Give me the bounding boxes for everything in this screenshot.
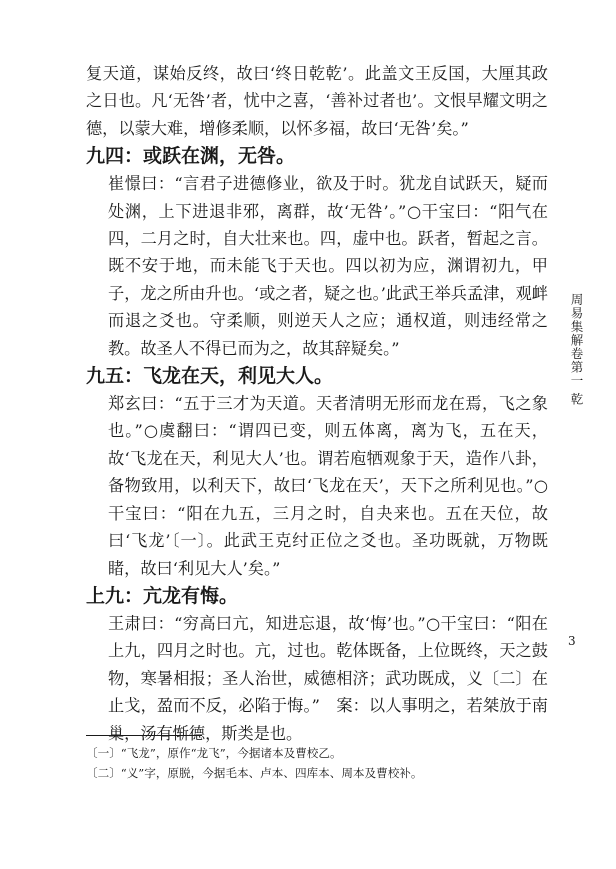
- paragraph-jiuwu-commentary: 郑玄曰：“五于三才为天道。天者清明无形而龙在焉，飞之象也。”○虞翻曰：“谓四已变，则五体离，离为飞，五在天，故‘飞龙在天，利见大人’也。谓若庖牺观象于天，造作八卦，备物致用，以利天下，故曰‘飞龙在天’，天下之所利见也。”○干宝曰：“阳在九五，三月之时，自夬来也。五在天位，故曰‘飞龙’〔一〕。此武王克纣正位之爻也。圣功既就，万物既睹，故曰‘利见大人’矣。”: [108, 394, 548, 578]
- paragraph-jiusi-commentary: 崔憬曰：“言君子进德修业，欲及于时。犹龙自试跃天，疑而处渊，上下进退非邪，离群，故‘无咎’。”○干宝曰：“阳气在四，二月之时，自大壮来也。四，虚中也。跃者，暂起之言。既不安于地，而未能飞于天也。四以初为应，渊谓初九，甲子，龙之所由升也。‘或之者，疑之也。’此武王举兵孟津，观衅而退之爻也。守柔顺，则逆天人之应；通权道，则违经常之教。故圣人不得已而为之，故其辞疑矣。”: [108, 174, 548, 358]
- running-head: 周易集解卷第一 乾: [569, 293, 584, 406]
- page-number: 3: [568, 634, 576, 648]
- paragraph-shangjiu-commentary: 王肃曰：“穷高曰亢，知进忘退，故‘悔’也。”○干宝曰：“阳在上九，四月之时也。亢，过也。乾体既备，上位既终，天之鼓物，寒暑相报；圣人治世，威德相济；武功既成，义〔二〕在止戈，盈而不反，必陷于悔。” 案：以人事明之，若桀放于南巢，汤有惭德，斯类是也。: [108, 613, 548, 743]
- heading-jiusi: 九四：或跃在渊，无咎。: [86, 145, 296, 168]
- footnote-divider: [86, 735, 202, 736]
- main-text: [86, 60, 548, 747]
- paragraph-continuation: 复天道，谋始反终，故曰‘终日乾乾’。此盖文王反国，大厘其政之日也。凡‘无咎’者，忧中之喜，‘善补过者也’。文恨早耀文明之德，以蒙大难，增修柔顺，以怀多福，故曰‘无咎’矣。”: [86, 64, 548, 138]
- footnotes: [86, 743, 556, 783]
- footnote-2: 〔二〕“义”字，原脱，今据毛本、卢本、四库本、周本及曹校补。: [86, 766, 423, 780]
- heading-jiuwu: 九五：飞龙在天，利见大人。: [86, 365, 334, 388]
- heading-shangjiu: 上九：亢龙有悔。: [86, 584, 239, 607]
- footnote-1: 〔一〕“飞龙”，原作“龙飞”，今据诸本及曹校乙。: [86, 746, 342, 760]
